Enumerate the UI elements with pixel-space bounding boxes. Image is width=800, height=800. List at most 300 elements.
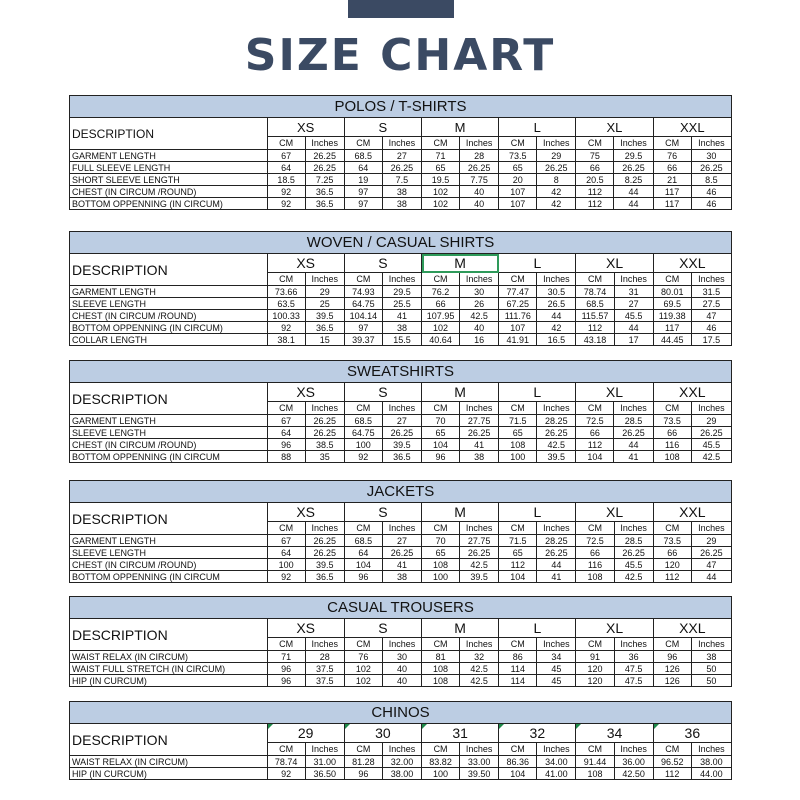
unit-inches: Inches <box>382 137 421 150</box>
size-header-row <box>70 724 732 743</box>
measurement-cell: 92 <box>267 322 305 334</box>
row-label: BOTTOM OPPENNING (IN CIRCUM <box>70 571 268 583</box>
table-title: CHINOS <box>70 702 732 724</box>
size-header-row <box>70 619 732 638</box>
table-row <box>70 198 732 210</box>
unit-inches: Inches <box>382 522 421 535</box>
size-header-29: 29 <box>267 724 344 743</box>
measurement-cell: 8.5 <box>691 174 731 186</box>
size-table-woven-casual-shirts <box>69 231 732 346</box>
measurement-cell: 65 <box>499 427 537 439</box>
measurement-cell: 31.00 <box>305 756 344 768</box>
measurement-cell: 15 <box>305 334 344 346</box>
measurement-cell: 33.00 <box>460 756 499 768</box>
measurement-cell: 39.5 <box>305 559 344 571</box>
measurement-cell: 114 <box>499 663 537 675</box>
measurement-cell: 104 <box>499 768 537 780</box>
unit-inches: Inches <box>691 273 731 286</box>
measurement-cell: 108 <box>422 675 460 687</box>
size-header-s: S <box>344 118 421 137</box>
measurement-cell: 114 <box>499 675 537 687</box>
measurement-cell: 26.25 <box>305 150 344 162</box>
measurement-cell: 41 <box>537 571 576 583</box>
unit-cm: CM <box>267 638 305 651</box>
table-row <box>70 150 732 162</box>
measurement-cell: 36.5 <box>305 571 344 583</box>
measurement-cell: 126 <box>653 663 691 675</box>
table-row <box>70 310 732 322</box>
page-title: SIZE CHART <box>244 30 556 81</box>
measurement-cell: 38 <box>460 451 499 463</box>
row-label: GARMENT LENGTH <box>70 286 268 298</box>
table-title: SWEATSHIRTS <box>70 361 732 383</box>
row-label: BOTTOM OPPENNING (IN CIRCUM) <box>70 322 268 334</box>
unit-cm: CM <box>344 137 382 150</box>
measurement-cell: 29.5 <box>614 150 653 162</box>
measurement-cell: 71.5 <box>499 415 537 427</box>
row-label: CHEST (IN CIRCUM /ROUND) <box>70 186 268 198</box>
measurement-cell: 46 <box>691 186 731 198</box>
row-label: BOTTOM OPPENNING (IN CIRCUM) <box>70 198 268 210</box>
unit-cm: CM <box>344 522 382 535</box>
measurement-cell: 39.5 <box>537 451 576 463</box>
unit-inches: Inches <box>691 522 731 535</box>
measurement-cell: 42.5 <box>537 439 576 451</box>
measurement-cell: 44 <box>614 439 653 451</box>
measurement-cell: 65 <box>422 547 460 559</box>
unit-inches: Inches <box>460 638 499 651</box>
measurement-cell: 26.5 <box>537 298 576 310</box>
measurement-cell: 26.25 <box>305 162 344 174</box>
measurement-cell: 64.75 <box>344 298 382 310</box>
measurement-cell: 76.2 <box>422 286 460 298</box>
measurement-cell: 116 <box>576 559 614 571</box>
unit-cm: CM <box>421 402 459 415</box>
unit-inches: Inches <box>691 137 731 150</box>
measurement-cell: 64 <box>344 547 382 559</box>
table-row <box>70 427 732 439</box>
size-header-xxl: XXL <box>653 503 731 522</box>
unit-cm: CM <box>576 137 614 150</box>
unit-cm: CM <box>267 137 305 150</box>
measurement-cell: 28.25 <box>537 415 576 427</box>
measurement-cell: 28.5 <box>614 415 653 427</box>
measurement-cell: 108 <box>576 571 614 583</box>
size-header-l: L <box>499 254 576 273</box>
measurement-cell: 28 <box>460 150 499 162</box>
measurement-cell: 126 <box>653 675 691 687</box>
measurement-cell: 26.25 <box>305 427 344 439</box>
size-header-xs: XS <box>267 254 344 273</box>
measurement-cell: 91.44 <box>576 756 614 768</box>
measurement-cell: 111.76 <box>499 310 537 322</box>
measurement-cell: 74.93 <box>344 286 382 298</box>
measurement-cell: 66 <box>422 298 460 310</box>
size-table-chinos <box>69 701 732 780</box>
measurement-cell: 65 <box>499 162 537 174</box>
measurement-cell: 73.5 <box>653 415 691 427</box>
measurement-cell: 40 <box>382 663 421 675</box>
table-title-row <box>70 232 732 254</box>
measurement-cell: 42.5 <box>460 663 499 675</box>
measurement-cell: 27.75 <box>460 535 499 547</box>
measurement-cell: 112 <box>499 559 537 571</box>
measurement-cell: 42 <box>537 198 576 210</box>
measurement-cell: 31.5 <box>691 286 731 298</box>
measurement-cell: 26.25 <box>691 427 731 439</box>
measurement-cell: 63.5 <box>267 298 305 310</box>
unit-inches: Inches <box>614 402 653 415</box>
unit-cm: CM <box>422 273 460 286</box>
measurement-cell: 68.5 <box>344 415 382 427</box>
measurement-cell: 67 <box>267 150 305 162</box>
measurement-cell: 44 <box>614 186 653 198</box>
measurement-cell: 42 <box>537 186 576 198</box>
unit-cm: CM <box>499 522 537 535</box>
unit-cm: CM <box>499 137 537 150</box>
measurement-cell: 39.50 <box>460 768 499 780</box>
measurement-cell: 27 <box>614 298 653 310</box>
row-label: CHEST (IN CIRCUM /ROUND) <box>70 439 268 451</box>
measurement-cell: 7.5 <box>382 174 421 186</box>
measurement-cell: 112 <box>653 571 691 583</box>
table-row <box>70 439 732 451</box>
measurement-cell: 91 <box>576 651 614 663</box>
measurement-cell: 96 <box>267 439 305 451</box>
measurement-cell: 38 <box>382 198 421 210</box>
measurement-cell: 81.28 <box>344 756 382 768</box>
measurement-cell: 65 <box>421 162 459 174</box>
unit-inches: Inches <box>537 743 576 756</box>
measurement-cell: 100 <box>422 571 460 583</box>
description-header: DESCRIPTION <box>70 503 268 535</box>
measurement-cell: 86.36 <box>499 756 537 768</box>
measurement-cell: 70 <box>422 535 460 547</box>
size-header-s: S <box>344 503 421 522</box>
unit-inches: Inches <box>537 402 576 415</box>
measurement-cell: 47 <box>691 310 731 322</box>
measurement-cell: 108 <box>653 451 691 463</box>
size-header-l: L <box>499 118 576 137</box>
measurement-cell: 8 <box>537 174 576 186</box>
measurement-cell: 25.5 <box>382 298 421 310</box>
measurement-cell: 83.82 <box>422 756 460 768</box>
measurement-cell: 36 <box>614 651 653 663</box>
row-label: HIP (IN CURCUM) <box>70 768 268 780</box>
measurement-cell: 26.25 <box>614 427 653 439</box>
measurement-cell: 77.47 <box>499 286 537 298</box>
measurement-cell: 107 <box>499 198 537 210</box>
row-label: BOTTOM OPPENNING (IN CIRCUM <box>70 451 268 463</box>
measurement-cell: 36.5 <box>305 322 344 334</box>
measurement-cell: 96 <box>267 675 305 687</box>
unit-inches: Inches <box>460 743 499 756</box>
measurement-cell: 44 <box>614 198 653 210</box>
measurement-cell: 16.5 <box>537 334 576 346</box>
measurement-cell: 47 <box>691 559 731 571</box>
measurement-cell: 64.75 <box>344 427 382 439</box>
measurement-cell: 112 <box>653 768 691 780</box>
measurement-cell: 102 <box>421 198 459 210</box>
measurement-cell: 26 <box>460 298 499 310</box>
measurement-cell: 42.5 <box>614 571 653 583</box>
row-label: FULL SLEEVE LENGTH <box>70 162 268 174</box>
table-title: POLOS / T-SHIRTS <box>70 96 732 118</box>
measurement-cell: 17.5 <box>691 334 731 346</box>
measurement-cell: 50 <box>691 663 731 675</box>
unit-inches: Inches <box>382 743 421 756</box>
size-header-xxl: XXL <box>653 383 731 402</box>
size-header-m: M <box>422 503 499 522</box>
row-label: SLEEVE LENGTH <box>70 298 268 310</box>
unit-cm: CM <box>653 137 691 150</box>
measurement-cell: 42 <box>537 322 576 334</box>
measurement-cell: 19 <box>344 174 382 186</box>
row-label: WAIST FULL STRETCH (IN CIRCUM) <box>70 663 268 675</box>
measurement-cell: 27 <box>382 415 421 427</box>
measurement-cell: 116 <box>653 439 691 451</box>
unit-cm: CM <box>421 137 459 150</box>
measurement-cell: 26.25 <box>460 547 499 559</box>
measurement-cell: 64 <box>267 427 305 439</box>
unit-inches: Inches <box>614 273 653 286</box>
unit-inches: Inches <box>382 402 421 415</box>
size-header-xxl: XXL <box>653 619 731 638</box>
size-header-row <box>70 383 732 402</box>
measurement-cell: 26.25 <box>537 427 576 439</box>
measurement-cell: 100 <box>267 559 305 571</box>
row-label: GARMENT LENGTH <box>70 415 268 427</box>
measurement-cell: 100 <box>344 439 382 451</box>
measurement-cell: 38 <box>382 186 421 198</box>
row-label: SLEEVE LENGTH <box>70 427 268 439</box>
measurement-cell: 29.5 <box>382 286 421 298</box>
measurement-cell: 108 <box>576 768 614 780</box>
measurement-cell: 107.95 <box>422 310 460 322</box>
measurement-cell: 42.5 <box>691 451 731 463</box>
measurement-cell: 26.25 <box>614 162 653 174</box>
measurement-cell: 108 <box>499 439 537 451</box>
unit-inches: Inches <box>614 137 653 150</box>
measurement-cell: 67 <box>267 535 305 547</box>
size-header-s: S <box>344 619 421 638</box>
measurement-cell: 7.25 <box>305 174 344 186</box>
measurement-cell: 96 <box>653 651 691 663</box>
measurement-cell: 37.5 <box>305 675 344 687</box>
measurement-cell: 72.5 <box>576 535 614 547</box>
unit-inches: Inches <box>305 522 344 535</box>
table-row <box>70 663 732 675</box>
measurement-cell: 45.5 <box>614 559 653 571</box>
measurement-cell: 45 <box>537 663 576 675</box>
measurement-cell: 44 <box>691 571 731 583</box>
measurement-cell: 120 <box>653 559 691 571</box>
unit-cm: CM <box>653 522 691 535</box>
unit-inches: Inches <box>460 522 499 535</box>
measurement-cell: 38.5 <box>305 439 344 451</box>
measurement-cell: 66 <box>653 427 691 439</box>
measurement-cell: 78.74 <box>576 286 614 298</box>
unit-cm: CM <box>267 402 305 415</box>
measurement-cell: 92 <box>267 198 305 210</box>
measurement-cell: 44 <box>537 559 576 571</box>
measurement-cell: 26.25 <box>305 415 344 427</box>
size-header-xs: XS <box>267 118 344 137</box>
measurement-cell: 41 <box>382 559 421 571</box>
measurement-cell: 73.5 <box>499 150 537 162</box>
table-title-row <box>70 361 732 383</box>
measurement-cell: 36.5 <box>382 451 421 463</box>
measurement-cell: 20 <box>499 174 537 186</box>
measurement-cell: 112 <box>576 439 614 451</box>
size-header-xl: XL <box>576 383 653 402</box>
measurement-cell: 27.75 <box>460 415 499 427</box>
table-title: JACKETS <box>70 481 732 503</box>
measurement-cell: 28.5 <box>614 535 653 547</box>
unit-cm: CM <box>653 638 691 651</box>
measurement-cell: 64 <box>267 162 305 174</box>
measurement-cell: 20.5 <box>576 174 614 186</box>
measurement-cell: 39.5 <box>460 571 499 583</box>
measurement-cell: 36.5 <box>305 198 344 210</box>
size-header-32: 32 <box>499 724 576 743</box>
measurement-cell: 26.25 <box>614 547 653 559</box>
measurement-cell: 117 <box>653 186 691 198</box>
measurement-cell: 66 <box>576 547 614 559</box>
unit-cm: CM <box>267 273 305 286</box>
measurement-cell: 36.5 <box>305 186 344 198</box>
unit-inches: Inches <box>305 273 344 286</box>
row-label: HIP (IN CURCUM) <box>70 675 268 687</box>
measurement-cell: 26.25 <box>691 162 731 174</box>
measurement-cell: 104.14 <box>344 310 382 322</box>
measurement-cell: 29 <box>691 535 731 547</box>
measurement-cell: 44.45 <box>653 334 691 346</box>
size-header-m: M <box>421 383 498 402</box>
unit-cm: CM <box>267 743 305 756</box>
measurement-cell: 68.5 <box>344 535 382 547</box>
table-row <box>70 651 732 663</box>
measurement-cell: 66 <box>653 547 691 559</box>
measurement-cell: 42.50 <box>614 768 653 780</box>
measurement-cell: 38 <box>382 571 421 583</box>
measurement-cell: 65 <box>421 427 459 439</box>
table-row <box>70 768 732 780</box>
size-header-xs: XS <box>267 383 344 402</box>
measurement-cell: 112 <box>576 322 614 334</box>
size-header-31: 31 <box>422 724 499 743</box>
measurement-cell: 104 <box>576 451 614 463</box>
size-header-m: M <box>422 254 499 273</box>
measurement-cell: 70 <box>421 415 459 427</box>
measurement-cell: 41 <box>614 451 653 463</box>
size-header-xs: XS <box>267 503 344 522</box>
measurement-cell: 115.57 <box>576 310 614 322</box>
measurement-cell: 96.52 <box>653 756 691 768</box>
measurement-cell: 107 <box>499 186 537 198</box>
unit-cm: CM <box>576 743 614 756</box>
size-header-row <box>70 118 732 137</box>
measurement-cell: 8.25 <box>614 174 653 186</box>
size-header-xl: XL <box>576 254 653 273</box>
unit-inches: Inches <box>382 638 421 651</box>
unit-inches: Inches <box>382 273 421 286</box>
unit-cm: CM <box>344 743 382 756</box>
measurement-cell: 46 <box>691 198 731 210</box>
measurement-cell: 108 <box>422 559 460 571</box>
description-header: DESCRIPTION <box>70 619 268 651</box>
measurement-cell: 45.5 <box>691 439 731 451</box>
measurement-cell: 104 <box>421 439 459 451</box>
unit-inches: Inches <box>614 638 653 651</box>
measurement-cell: 102 <box>421 186 459 198</box>
measurement-cell: 108 <box>422 663 460 675</box>
measurement-cell: 26.25 <box>537 547 576 559</box>
size-header-s: S <box>344 383 421 402</box>
measurement-cell: 38.00 <box>691 756 731 768</box>
measurement-cell: 67 <box>267 415 305 427</box>
measurement-cell: 15.5 <box>382 334 421 346</box>
table-title-row <box>70 702 732 724</box>
measurement-cell: 72.5 <box>576 415 614 427</box>
table-title: CASUAL TROUSERS <box>70 597 732 619</box>
measurement-cell: 47.5 <box>614 675 653 687</box>
size-header-l: L <box>499 383 576 402</box>
measurement-cell: 38 <box>382 322 421 334</box>
unit-inches: Inches <box>305 638 344 651</box>
measurement-cell: 73.5 <box>653 535 691 547</box>
table-title-row <box>70 597 732 619</box>
table-row <box>70 286 732 298</box>
row-label: WAIST RELAX (IN CIRCUM) <box>70 651 268 663</box>
measurement-cell: 40.64 <box>422 334 460 346</box>
measurement-cell: 31 <box>614 286 653 298</box>
measurement-cell: 36.50 <box>305 768 344 780</box>
table-row <box>70 451 732 463</box>
unit-cm: CM <box>344 638 382 651</box>
measurement-cell: 26.25 <box>305 547 344 559</box>
measurement-cell: 88 <box>267 451 305 463</box>
measurement-cell: 107 <box>499 322 537 334</box>
row-label: GARMENT LENGTH <box>70 535 268 547</box>
measurement-cell: 29 <box>305 286 344 298</box>
size-header-l: L <box>499 619 576 638</box>
size-header-m: M <box>422 619 499 638</box>
unit-inches: Inches <box>691 743 731 756</box>
description-header: DESCRIPTION <box>70 254 268 286</box>
measurement-cell: 41.00 <box>537 768 576 780</box>
unit-inches: Inches <box>614 522 653 535</box>
measurement-cell: 73.66 <box>267 286 305 298</box>
table-row <box>70 675 732 687</box>
table-row <box>70 334 732 346</box>
unit-inches: Inches <box>537 638 576 651</box>
measurement-cell: 45 <box>537 675 576 687</box>
measurement-cell: 36.00 <box>614 756 653 768</box>
unit-inches: Inches <box>537 273 576 286</box>
measurement-cell: 102 <box>422 322 460 334</box>
size-header-30: 30 <box>344 724 421 743</box>
size-header-row <box>70 254 732 273</box>
size-header-36: 36 <box>653 724 731 743</box>
measurement-cell: 97 <box>344 186 382 198</box>
measurement-cell: 117 <box>653 322 691 334</box>
measurement-cell: 42.5 <box>460 310 499 322</box>
measurement-cell: 64 <box>344 162 382 174</box>
measurement-cell: 25 <box>305 298 344 310</box>
measurement-cell: 96 <box>344 571 382 583</box>
measurement-cell: 26.25 <box>691 547 731 559</box>
